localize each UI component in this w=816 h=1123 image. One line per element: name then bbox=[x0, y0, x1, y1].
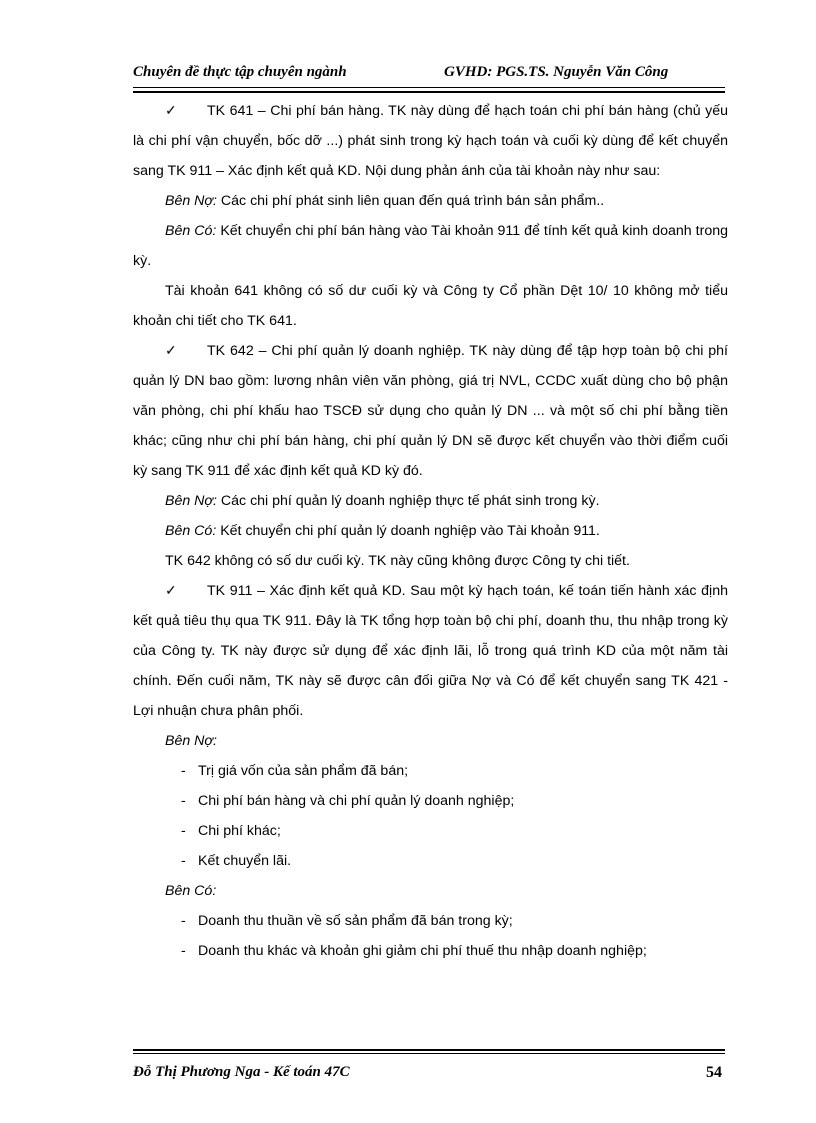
page-number: 54 bbox=[706, 1064, 722, 1081]
credit-text: Kết chuyển chi phí bán hàng vào Tài khoản 911 để tính kết quả kinh doanh trong kỳ. bbox=[133, 223, 728, 269]
header-rule-thin bbox=[133, 87, 725, 88]
list-item: - Doanh thu thuần về số sản phẩm đã bán trong kỳ; bbox=[133, 906, 728, 936]
tk642-credit bbox=[133, 516, 728, 546]
debit-label: Bên Nợ: bbox=[165, 193, 217, 209]
check-mark-icon: ✓ bbox=[165, 103, 177, 119]
tk642-intro: TK 642 – Chi phí quản lý doanh nghiệp. TK này dùng để tập hợp toàn bộ chi phí quản lý DN bao gồm: lương nhân viên văn phòng, giá trị NVL, CCDC xuất dùng cho bộ phận văn phòng, chi phí khấu hao TSCĐ sử dụng cho quản lý DN ... và một số chi phí bằng tiền khác; cũng như chi phí bán hàng, chi phí quản lý DN sẽ được kết chuyển vào thời điểm cuối kỳ sang TK 911 để xác định kết quả KD kỳ đó. bbox=[133, 343, 728, 479]
footer-rule-thin bbox=[133, 1053, 725, 1054]
tk642-debit bbox=[133, 486, 728, 516]
list-item: - Chi phí bán hàng và chi phí quản lý doanh nghiệp; bbox=[133, 786, 728, 816]
header-supervisor: GVHD: PGS.TS. Nguyễn Văn Công bbox=[444, 64, 669, 80]
dash-bullet: - bbox=[181, 823, 186, 839]
dash-bullet: - bbox=[181, 943, 186, 959]
header-rule-thick bbox=[133, 91, 725, 93]
tk641-paragraph bbox=[133, 96, 728, 186]
list-item: - Kết chuyển lãi. bbox=[133, 846, 728, 876]
list-item: - Chi phí khác; bbox=[133, 816, 728, 846]
document-body bbox=[133, 96, 728, 966]
dash-bullet: - bbox=[181, 913, 186, 929]
footer-rule-thick bbox=[133, 1049, 725, 1051]
tk911-credit-label: Bên Có: bbox=[165, 883, 217, 899]
tk641-credit bbox=[133, 216, 728, 276]
tk911-debit-label: Bên Nợ: bbox=[165, 733, 217, 749]
tk641-note: Tài khoản 641 không có số dư cuối kỳ và Công ty Cổ phần Dệt 10/ 10 không mở tiểu khoản chi tiết cho TK 641. bbox=[133, 283, 728, 329]
tk642-paragraph bbox=[133, 336, 728, 486]
tk911-paragraph bbox=[133, 576, 728, 726]
tk911-intro: TK 911 – Xác định kết quả KD. Sau một kỳ hạch toán, kế toán tiến hành xác định kết quả tiêu thụ qua TK 911. Đây là TK tổng hợp toàn bộ chi phí, doanh thu, thu nhập trong kỳ của Công ty. TK này được sử dụng để xác định lãi, lỗ trong quá trình KD của một năm tài chính. Đến cuối năm, TK này sẽ được cân đối giữa Nợ và Có để kết chuyển sang TK 421 - Lợi nhuận chưa phân phối. bbox=[133, 583, 728, 719]
dash-bullet: - bbox=[181, 763, 186, 779]
check-mark-icon: ✓ bbox=[165, 343, 177, 359]
tk642-note: TK 642 không có số dư cuối kỳ. TK này cũng không được Công ty chi tiết. bbox=[165, 553, 630, 569]
dash-bullet: - bbox=[181, 793, 186, 809]
list-item: - Trị giá vốn của sản phẩm đã bán; bbox=[133, 756, 728, 786]
debit-text: Các chi phí quản lý doanh nghiệp thực tế phát sinh trong kỳ. bbox=[216, 493, 600, 509]
tk641-intro: TK 641 – Chi phí bán hàng. TK này dùng để hạch toán chi phí bán hàng (chủ yếu là chi phí vận chuyển, bốc dỡ ...) phát sinh trong kỳ hạch toán và cuối kỳ dùng để kết chuyển sang TK 911 – Xác định kết quả KD. Nội dung phản ánh của tài khoản này như sau: bbox=[133, 103, 728, 179]
tk641-debit bbox=[133, 186, 728, 216]
debit-text: Các chi phí phát sinh liên quan đến quá trình bán sản phẩm.. bbox=[216, 193, 605, 209]
credit-label: Bên Có: bbox=[165, 523, 217, 539]
debit-label: Bên Nợ: bbox=[165, 493, 217, 509]
header-title: Chuyên đề thực tập chuyên ngành bbox=[133, 64, 347, 80]
dash-bullet: - bbox=[181, 853, 186, 869]
credit-label: Bên Có: bbox=[165, 223, 217, 239]
check-mark-icon: ✓ bbox=[165, 583, 177, 599]
footer-author: Đỗ Thị Phương Nga - Kế toán 47C bbox=[133, 1064, 350, 1080]
credit-text: Kết chuyển chi phí quản lý doanh nghiệp vào Tài khoản 911. bbox=[216, 523, 600, 539]
list-item: - Doanh thu khác và khoản ghi giảm chi phí thuế thu nhập doanh nghiệp; bbox=[133, 936, 728, 966]
